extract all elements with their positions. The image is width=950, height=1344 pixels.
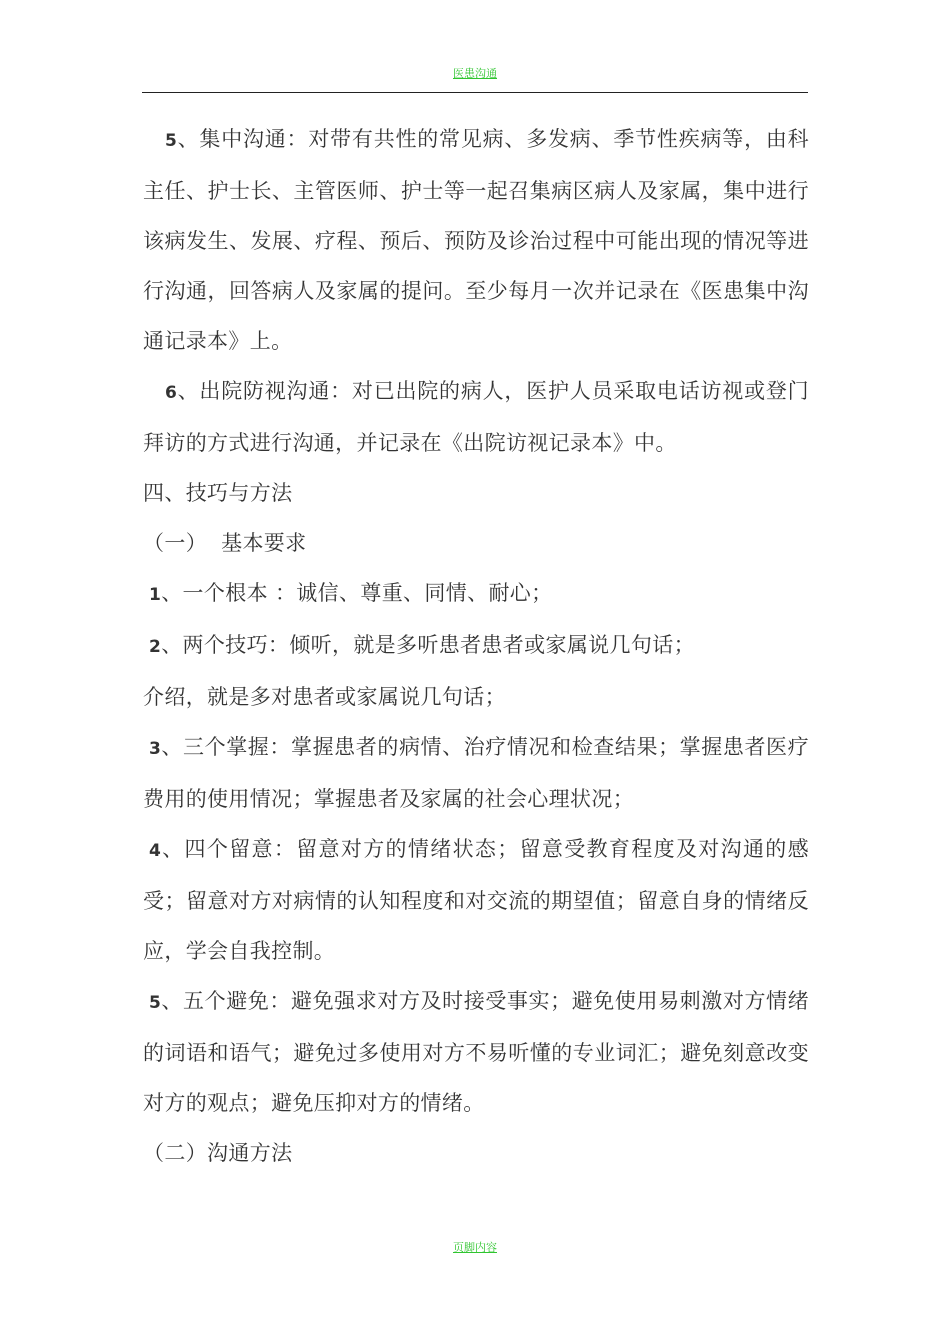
list-item-two-skills [143,620,809,672]
page-footer-label: 页脚内容 [453,1241,497,1254]
list-item-text: 、两个技巧：倾听，就是多听患者患者或家属说几句话； [161,633,695,657]
item-number: 5 [165,131,178,151]
item-number: 6 [165,383,178,403]
item-number: 1 [149,585,162,605]
page-header-title: 医患沟通 [453,67,497,80]
list-item-text: 、四个留意：留意对方的情绪状态；留意受教育程度及对沟通的感受；留意对方对病情的认知程度和对交流的期望值；留意自身的情绪反应，学会自我控制。 [143,837,809,963]
subsection-heading-basic-requirements: （一） 基本要求 [143,531,307,555]
paragraph-text: 、出院防视沟通：对已出院的病人，医护人员采取电话访视或登门拜访的方式进行沟通，并记录在《出院访视记录本》中。 [143,379,809,455]
subsection-heading-communication-methods: （二）沟通方法 [143,1141,293,1165]
list-item-text: 、三个掌握：掌握患者的病情、治疗情况和检查结果；掌握患者医疗费用的使用情况；掌握患者及家属的社会心理状况； [143,735,809,811]
list-item-text: 、五个避免：避免强求对方及时接受事实；避免使用易刺激对方情绪的词语和语气；避免过多使用对方不易听懂的专业词汇；避免刻意改变对方的观点；避免压抑对方的情绪。 [143,989,809,1115]
list-item-text: 、一个根本 ：诚信、尊重、同情、耐心； [161,581,553,605]
list-item-one-root [143,568,809,620]
item-number: 2 [149,637,162,657]
section-heading-skills: 四、技巧与方法 [143,481,293,505]
list-item-four-attentions [143,824,809,976]
item-number: 3 [149,739,162,759]
header-divider [142,92,808,93]
list-item-two-skills-continued: 介绍，就是多对患者或家属说几句话； [143,685,506,709]
list-item-three-grasps [143,722,809,824]
paragraph-text: 、集中沟通：对带有共性的常见病、多发病、季节性疾病等，由科主任、护士长、主管医师、护士等一起召集病区病人及家属，集中进行该病发生、发展、疗程、预后、预防及诊治过程中可能出现的情况等进行沟通，回答病人及家属的提问。至少每月一次并记录在《医患集中沟通记录本》上。 [143,127,809,353]
document-body [143,114,809,1178]
list-item-five-avoidances [143,976,809,1128]
paragraph-discharge-visit [143,366,809,468]
item-number: 5 [149,993,162,1013]
item-number: 4 [149,841,162,861]
paragraph-centralized-communication [143,114,809,366]
